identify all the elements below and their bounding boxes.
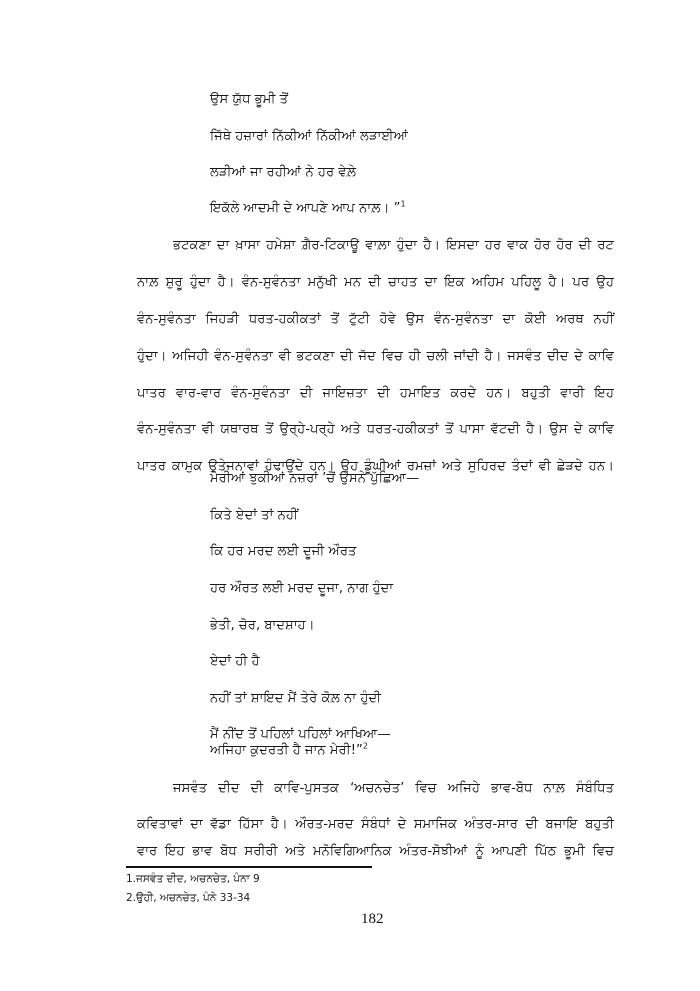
body-line: ਕਵਿਤਾਵਾਂ ਦਾ ਵੱਡਾ ਹਿੱਸਾ ਹੈ। ਔਰਤ-ਮਰਦ ਸੰਬੰਧਾਂ ਦੇ ਸਮਾਜਿਕ ਅੰਤਰ-ਸਾਰ ਦੀ ਬਜਾਇ ਬਹੁਤੀ — [137, 817, 614, 832]
poem-line: ਕਿ ਹਰ ਮਰਦ ਲਈ ਦੂਜੀ ਔਰਤ — [210, 544, 357, 559]
poem-line: ਉਸ ਯੁੱਧ ਭੂਮੀ ਤੋਂ — [210, 92, 289, 107]
body-line: ਪਾਤਰ ਕਾਮੁਕ ਉਤੇਜਨਾਵਾਂ ਹੰਢਾਉਂਦੇ ਹਨ। ਉਹ ਡੂੰਘੀਆਂ ਰਮਜ਼ਾਂ ਅਤੇ ਸੁਹਿਰਦ ਤੰਦਾਂ ਵੀ ਛੇੜਦੇ ਹਨ। — [137, 459, 614, 474]
footnote-ref-1[interactable]: 1 — [400, 199, 406, 209]
body-line: ਭਟਕਣਾ ਦਾ ਖ਼ਾਸਾ ਹਮੇਸ਼ਾ ਗ਼ੈਰ-ਟਿਕਾਊ ਵਾਲ਼ਾ ਹੁੰਦਾ ਹੈ। ਇਸਦਾ ਹਰ ਵਾਕ ਹੋਰ ਹੋਰ ਦੀ ਰਟ — [173, 238, 614, 253]
poem-line: ਲੜੀਆਂ ਜਾ ਰਹੀਆਂ ਨੇ ਹਰ ਵੇਲ਼ੇ — [210, 165, 357, 180]
footnote-1: 1.ਜਸਵੰਤ ਦੀਦ, ਅਚਨਚੇਤ, ਪੰਨਾ 9 — [126, 873, 260, 885]
body-line: ਨਾਲ਼ ਸ਼ੁਰੂ ਹੁੰਦਾ ਹੈ। ਵੰਨ-ਸੁਵੰਨਤਾ ਮਨੁੱਖੀ ਮਨ ਦੀ ਚਾਹਤ ਦਾ ਇਕ ਅਹਿਮ ਪਹਿਲੂ ਹੈ। ਪਰ ਉਹ — [137, 275, 614, 290]
poem-line: ਕਿਤੇ ਏਦਾਂ ਤਾਂ ਨਹੀਂ — [210, 508, 298, 523]
body-line: ਜਸਵੰਤ ਦੀਦ ਦੀ ਕਾਵਿ-ਪੁਸਤਕ ‘ਅਚਨਚੇਤ’ ਵਿਚ ਅਜਿਹੇ ਭਾਵ-ਬੋਧ ਨਾਲ਼ ਸੰਬੰਧਿਤ — [173, 781, 614, 796]
page-number: 182 — [361, 911, 384, 927]
body-line: ਵਾਰ ਇਹ ਭਾਵ ਬੋਧ ਸਰੀਰੀ ਅਤੇ ਮਨੋਵਿਗਿਆਨਿਕ ਅੰਤਰ-ਸੋਝੀਆਂ ਨੂੰ ਆਪਣੀ ਪਿੱਠ ਭੂਮੀ ਵਿਚ — [137, 844, 614, 859]
body-line: ਹੁੰਦਾ। ਅਜਿਹੀ ਵੰਨ-ਸੁਵੰਨਤਾ ਵੀ ਭਟਕਣਾ ਦੀ ਜੱਦ ਵਿਚ ਹੀ ਚਲੀ ਜਾਂਦੀ ਹੈ। ਜਸਵੰਤ ਦੀਦ ਦੇ ਕਾਵਿ — [137, 349, 614, 364]
footnote-ref-2[interactable]: 2 — [362, 741, 368, 751]
poem-line: ਮੈਂ ਨੀਂਦ ਤੋਂ ਪਹਿਲਾਂ ਪਹਿਲਾਂ ਆਖਿਆ— — [210, 727, 391, 742]
footnote-separator — [126, 866, 372, 868]
poem-line: ਨਹੀਂ ਤਾਂ ਸ਼ਾਇਦ ਮੈਂ ਤੇਰੇ ਕੋਲ਼ ਨਾ ਹੁੰਦੀ — [210, 691, 382, 706]
poem-line: ਹਰ ਔਰਤ ਲਈ ਮਰਦ ਦੂਜਾ, ਨਾਗ ਹੁੰਦਾ — [210, 581, 394, 596]
poem-line: ਏਦਾਂ ਹੀ ਹੈ — [210, 654, 260, 669]
poem-line: ਇਕੱਲੇ ਆਦਮੀ ਦੇ ਆਪਣੇ ਆਪ ਨਾਲ਼। ”$^1$ — [210, 199, 406, 216]
body-line: ਵੰਨ-ਸੁਵੰਨਤਾ ਜਿਹੜੀ ਧਰਤ-ਹਕੀਕਤਾਂ ਤੋਂ ਟੁੱਟੀ ਹੋਵੇ ਉਸ ਵੰਨ-ਸੁਵੰਨਤਾ ਦਾ ਕੋਈ ਅਰਥ ਨਹੀਂ — [137, 312, 614, 327]
poem-line: ਮੇਰੀਆਂ ਝੁਕੀਆਂ ਨਜ਼ਰਾਂ ’ਚੋਂ ਉਸਨੇ ਪੁੱਛਿਆ— — [210, 471, 420, 486]
poem-line: ਅਜਿਹਾ ਕੁਦਰਤੀ ਹੈ ਜਾਨ ਮੇਰੀ!”$^2$ — [210, 741, 368, 758]
body-line: ਪਾਤਰ ਵਾਰ-ਵਾਰ ਵੰਨ-ਸੁਵੰਨਤਾ ਦੀ ਜਾਇਜ਼ਤਾ ਦੀ ਹਮਾਇਤ ਕਰਦੇ ਹਨ। ਬਹੁਤੀ ਵਾਰੀ ਇਹ — [137, 386, 614, 401]
footnote-2: 2.ਉਹੀ, ਅਚਨਚੇਤ, ਪੰਨੇ 33-34 — [126, 892, 251, 904]
poem-line: ਜਿੱਥੇ ਹਜ਼ਾਰਾਂ ਨਿੱਕੀਆਂ ਨਿੱਕੀਆਂ ਲੜਾਈਆਂ — [210, 129, 408, 144]
poem-line: ਭੇਤੀ, ਚੋਰ, ਬਾਦਸ਼ਾਹ। — [210, 618, 315, 633]
body-line: ਵੰਨ-ਸੁਵੰਨਤਾ ਵੀ ਯਥਾਰਥ ਤੋਂ ਉਰ੍ਹੇ-ਪਰ੍ਹੇ ਅਤੇ ਧਰਤ-ਹਕੀਕਤਾਂ ਤੋਂ ਪਾਸਾ ਵੱਟਦੀ ਹੈ। ਉਸ ਦੇ ਕਾਵਿ — [137, 422, 614, 437]
